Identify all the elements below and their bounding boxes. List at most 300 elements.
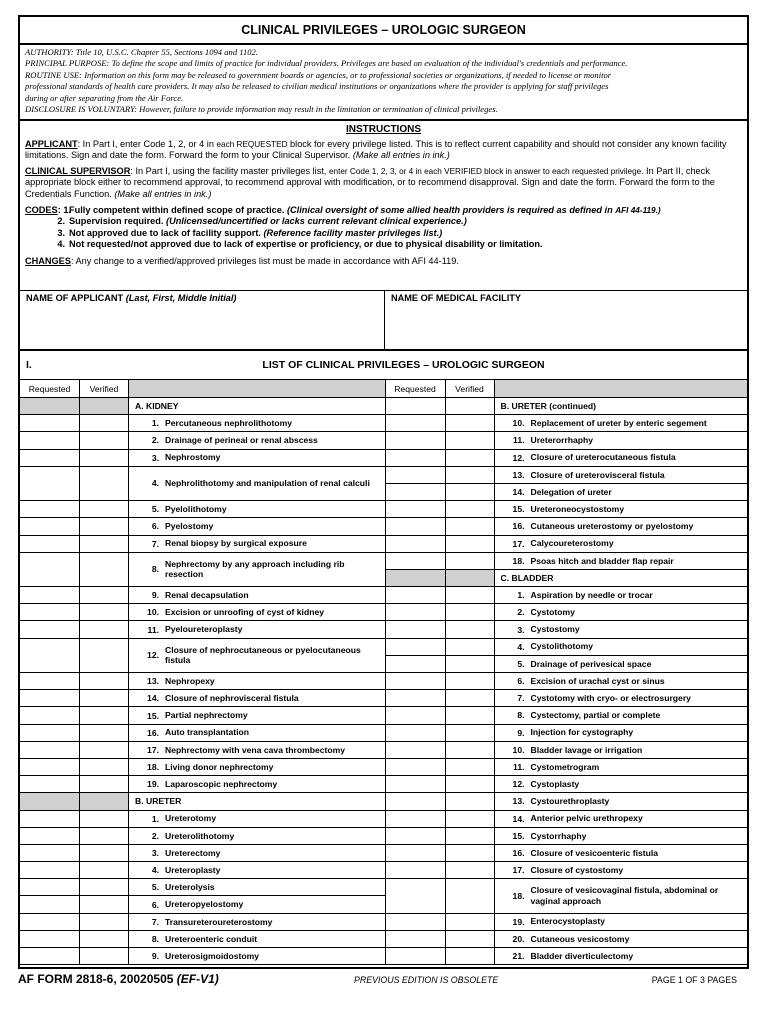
privilege-description: Cystostomy: [530, 624, 580, 635]
privilege-description: Aspiration by needle or trocar: [530, 589, 653, 600]
privilege-number: 10.: [512, 744, 525, 755]
privilege-description: Cystectomy, partial or complete: [530, 710, 661, 721]
requested-code-cell[interactable]: [20, 587, 80, 603]
privilege-row: [20, 759, 385, 776]
privilege-row: [20, 690, 385, 707]
privilege-number: 21.: [512, 951, 525, 962]
requested-code-cell[interactable]: [20, 639, 80, 672]
verified-code-cell[interactable]: [80, 415, 129, 431]
verified-code-cell[interactable]: [80, 673, 129, 689]
requested-code-cell[interactable]: [386, 811, 446, 827]
privilege-row: [20, 707, 385, 724]
privilege-number: 17.: [147, 744, 159, 755]
requested-code-cell[interactable]: [20, 415, 80, 431]
requested-code-cell[interactable]: [20, 862, 80, 878]
verified-code-cell[interactable]: [446, 948, 495, 964]
privilege-description: Closure of vesicoenteric fistula: [530, 847, 659, 858]
requested-code-cell[interactable]: [20, 673, 80, 689]
verified-code-cell[interactable]: [446, 690, 495, 706]
verified-code-cell[interactable]: [80, 432, 129, 448]
verified-header: Verified: [80, 380, 129, 397]
privilege-row: [386, 673, 748, 690]
privilege-row: [20, 467, 385, 501]
privilege-description: Cutaneous vesicostomy: [530, 933, 630, 944]
privilege-row: [20, 553, 385, 587]
privilege-number: 12.: [512, 452, 525, 463]
changes-note: CHANGES: Any change to a verified/approved privileges list must be made in accordance with AFI 44-119.: [25, 255, 459, 266]
column-header-row: [20, 380, 385, 398]
privilege-description: Bladder diverticulectomy: [530, 950, 634, 961]
verified-code-cell[interactable]: [446, 656, 495, 672]
requested-code-cell[interactable]: [20, 450, 80, 466]
privilege-description: Ureterolithotomy: [165, 830, 235, 841]
verified-code-cell[interactable]: [446, 931, 495, 947]
privilege-number: 9.: [151, 951, 159, 962]
requested-code-cell[interactable]: [386, 914, 446, 930]
requested-code-cell[interactable]: [386, 862, 446, 878]
supervisor-instructions: CLINICAL SUPERVISOR: In Part I, using the facility master privileges list, enter Code 1, 2, 3, or 4 in each VERIFIED block in answer to each requested privilege. In Part II, check appropriate block either to recommend approval, to recommend approval with modification, or to recommend disapproval. Sign and date the form. Forward the form to the Credentials Function. (Make all entries in ink.): [25, 165, 715, 199]
requested-code-cell[interactable]: [20, 725, 80, 741]
section-heading: C. BLADDER: [500, 572, 554, 583]
requested-code-cell[interactable]: [386, 484, 446, 500]
privilege-number: 4.: [151, 865, 159, 876]
privilege-number: 19.: [512, 916, 525, 927]
privilege-row: [386, 639, 748, 656]
verified-code-cell[interactable]: [80, 536, 129, 552]
privilege-description: Enterocystoplasty: [530, 916, 606, 927]
privilege-number: 9.: [151, 590, 159, 601]
verified-code-cell[interactable]: [80, 467, 129, 500]
privilege-description: Nephrostomy: [165, 452, 221, 463]
privilege-description: Ureterosigmoidostomy: [165, 950, 260, 961]
privilege-number: 3.: [517, 624, 525, 635]
privilege-number: 6.: [151, 899, 159, 910]
privilege-row: [20, 536, 385, 553]
privilege-row: [20, 604, 385, 621]
privilege-row: [20, 518, 385, 535]
privacy-act-statement: [20, 45, 747, 121]
verified-code-cell[interactable]: [446, 621, 495, 637]
verified-code-cell[interactable]: [446, 845, 495, 861]
privilege-description: Excision or unroofing of cyst of kidney: [165, 607, 325, 618]
requested-code-cell[interactable]: [20, 707, 80, 723]
privilege-row: [20, 639, 385, 673]
privilege-number: 6.: [151, 521, 159, 532]
requested-code-cell[interactable]: [20, 432, 80, 448]
privilege-description: Ureteroplasty: [165, 864, 221, 875]
requested-code-cell[interactable]: [20, 536, 80, 552]
requested-code-cell[interactable]: [20, 931, 80, 947]
verified-code-cell[interactable]: [446, 639, 495, 655]
requested-code-cell[interactable]: [386, 415, 446, 431]
privilege-row: [20, 914, 385, 931]
verified-code-cell[interactable]: [446, 828, 495, 844]
verified-code-cell[interactable]: [80, 742, 129, 758]
privilege-description: Calycoureterostomy: [530, 538, 614, 549]
privilege-description: Nephropexy: [165, 675, 215, 686]
privilege-row: [386, 725, 748, 742]
privilege-number: 8.: [151, 933, 159, 944]
privilege-number: 19.: [147, 779, 159, 790]
privilege-row: [386, 879, 748, 913]
privilege-description: Anterior pelvic urethropexy: [530, 813, 643, 824]
privilege-number: 7.: [151, 538, 159, 549]
verified-code-cell[interactable]: [80, 811, 129, 827]
privilege-number: 1.: [151, 813, 159, 824]
verified-code-cell[interactable]: [446, 450, 495, 466]
privilege-row: [386, 828, 748, 845]
privilege-number: 2.: [151, 830, 159, 841]
section-heading-row: [20, 398, 385, 415]
privacy-line: ROUTINE USE: Information on this form may be released to government boards or agencies, or to professional societies or organizations, if needed to license or monitor: [25, 69, 612, 80]
requested-code-cell[interactable]: [386, 536, 446, 552]
requested-code-cell[interactable]: [386, 656, 446, 672]
privilege-number: 3.: [151, 452, 159, 463]
requested-code-cell[interactable]: [386, 673, 446, 689]
requested-code-cell[interactable]: [386, 948, 446, 964]
privilege-number: 16.: [147, 727, 159, 738]
privilege-description: Closure of ureterocutaneous fistula: [530, 452, 676, 463]
privilege-row: [386, 587, 748, 604]
privilege-row: [20, 776, 385, 793]
privilege-description: Closure of nephrocutaneous or pyelocutaneous fistula: [165, 644, 361, 666]
privilege-number: 17.: [512, 538, 525, 549]
verified-code-cell[interactable]: [446, 467, 495, 483]
verified-code-cell[interactable]: [80, 587, 129, 603]
verified-code-cell[interactable]: [80, 776, 129, 792]
privilege-number: 7.: [517, 693, 525, 704]
verified-code-cell[interactable]: [80, 914, 129, 930]
requested-code-cell[interactable]: [386, 467, 446, 483]
privilege-row: [386, 484, 748, 501]
privilege-row: [386, 793, 748, 810]
form-title: CLINICAL PRIVILEGES – UROLOGIC SURGEON: [20, 17, 747, 45]
requested-code-cell[interactable]: [20, 518, 80, 534]
section-heading: A. KIDNEY: [135, 401, 179, 412]
privilege-description: Cystotomy: [530, 607, 575, 618]
privilege-description: Cystorrhaphy: [530, 830, 587, 841]
privacy-line: AUTHORITY: Title 10, U.S.C. Chapter 55, Sections 1094 and 1102.: [25, 47, 258, 57]
section-heading: B. URETER: [135, 796, 182, 807]
privilege-row: [386, 776, 748, 793]
verified-code-cell[interactable]: [446, 518, 495, 534]
privilege-number: 15.: [512, 830, 525, 841]
privilege-description: Pyelostomy: [165, 521, 214, 532]
privilege-description: Pyeloureteroplasty: [165, 624, 243, 635]
requested-code-cell[interactable]: [386, 725, 446, 741]
section-heading: B. URETER (continued): [500, 401, 596, 412]
verified-code-cell[interactable]: [446, 811, 495, 827]
privilege-number: 5.: [517, 658, 525, 669]
privilege-description: Closure of vesicovaginal fistula, abdominal or vaginal approach: [530, 885, 719, 906]
verified-code-cell[interactable]: [446, 484, 495, 500]
requested-code-cell[interactable]: [386, 553, 446, 569]
privilege-number: 12.: [512, 779, 525, 790]
medical-facility-field[interactable]: NAME OF MEDICAL FACILITY: [391, 293, 521, 303]
requested-code-cell[interactable]: [386, 828, 446, 844]
privilege-description: Ureterorrhaphy: [530, 435, 594, 446]
verified-code-cell[interactable]: [446, 415, 495, 431]
privilege-number: 10.: [147, 607, 159, 618]
verified-code-cell[interactable]: [446, 759, 495, 775]
privilege-row: [386, 415, 748, 432]
requested-code-cell[interactable]: [20, 948, 80, 964]
verified-code-cell[interactable]: [80, 948, 129, 964]
verified-code-cell[interactable]: [80, 501, 129, 517]
requested-code-cell[interactable]: [386, 879, 446, 912]
privilege-row: [386, 501, 748, 518]
requested-code-cell[interactable]: [20, 879, 80, 895]
verified-code-cell[interactable]: [80, 931, 129, 947]
section-spacer: [20, 398, 80, 414]
privilege-number: 15.: [147, 710, 159, 721]
requested-code-cell[interactable]: [20, 828, 80, 844]
requested-code-cell[interactable]: [386, 518, 446, 534]
privilege-row: [386, 450, 748, 467]
privilege-number: 4.: [151, 478, 159, 489]
requested-code-cell[interactable]: [386, 501, 446, 517]
privilege-number: 12.: [147, 650, 159, 661]
privilege-description: Cystolithotomy: [530, 641, 594, 652]
verified-code-cell[interactable]: [80, 725, 129, 741]
requested-code-cell[interactable]: [386, 845, 446, 861]
requested-code-cell[interactable]: [386, 450, 446, 466]
privilege-row: [386, 845, 748, 862]
verified-code-cell[interactable]: [446, 587, 495, 603]
verified-code-cell[interactable]: [80, 639, 129, 672]
codes-list: CODES: 1. Fully competent within defined scope of practice. (Clinical oversight of some allied health providers is required as defined in AFI 44-119.) 2. Supervision required. (Unlicensed/uncertified or lacks current relevant clinical experience.) 3. Not approved due to lack of facility support. (Reference facility master privileges list.) 4. Not requested/not approved due to lack of expertise or proficiency, or due to physical disability or limitation.: [25, 204, 661, 250]
requested-header: Requested: [386, 380, 446, 397]
privilege-number: 13.: [512, 796, 525, 807]
verified-code-cell[interactable]: [446, 553, 495, 569]
privilege-row: [20, 450, 385, 467]
verified-code-cell[interactable]: [446, 742, 495, 758]
privilege-description: Injection for cystography: [530, 727, 634, 738]
requested-code-cell[interactable]: [20, 845, 80, 861]
privilege-number: 11.: [147, 624, 159, 635]
verified-code-cell[interactable]: [80, 759, 129, 775]
privilege-description: Partial nephrectomy: [165, 710, 248, 721]
privilege-row: [386, 707, 748, 724]
requested-code-cell[interactable]: [386, 707, 446, 723]
privacy-line: professional standards of health care providers. It may also be released to civilian medical institutions or organizations where the provider is applying for staff privileges: [25, 81, 609, 92]
privilege-number: 8.: [151, 564, 159, 575]
verified-code-cell[interactable]: [446, 914, 495, 930]
privilege-number: 16.: [512, 521, 525, 532]
privilege-description: Replacement of ureter by enteric segement: [530, 418, 707, 429]
privilege-row: [20, 811, 385, 828]
verified-code-cell[interactable]: [80, 450, 129, 466]
privacy-line: during or after separating from the Air Force.: [25, 92, 184, 103]
verified-code-cell[interactable]: [446, 673, 495, 689]
privileges-table: [20, 380, 747, 965]
privilege-row: [386, 862, 748, 879]
privilege-number: 6.: [517, 676, 525, 687]
privilege-number: 4.: [517, 641, 525, 652]
requested-code-cell[interactable]: [20, 604, 80, 620]
privilege-description: Drainage of perivesical space: [530, 658, 652, 669]
form-number: AF FORM 2818-6, 20020505 (EF-V1): [18, 972, 219, 986]
privilege-description: Renal decapsulation: [165, 589, 249, 600]
privilege-row: [20, 587, 385, 604]
privilege-row: [386, 811, 748, 828]
verified-code-cell[interactable]: [80, 707, 129, 723]
privilege-row: [386, 604, 748, 621]
privilege-number: 16.: [512, 847, 525, 858]
requested-code-cell[interactable]: [386, 742, 446, 758]
privilege-row: [20, 621, 385, 638]
requested-code-cell[interactable]: [20, 776, 80, 792]
verified-code-cell[interactable]: [446, 725, 495, 741]
privilege-row: [20, 896, 385, 913]
page-number: PAGE 1 OF 3 PAGES: [651, 975, 737, 985]
requested-code-cell[interactable]: [386, 587, 446, 603]
privilege-number: 11.: [513, 762, 525, 773]
privilege-row: [20, 673, 385, 690]
privilege-description: Drainage of perineal or renal abscess: [165, 435, 318, 446]
requested-header: Requested: [20, 380, 80, 397]
verified-code-cell[interactable]: [80, 690, 129, 706]
requested-code-cell[interactable]: [386, 639, 446, 655]
privilege-description: Laparoscopic nephrectomy: [165, 779, 278, 790]
privilege-description: Closure of nephrovisceral fistula: [165, 693, 299, 704]
verified-code-cell[interactable]: [80, 879, 129, 895]
privilege-description: Ureteroneocystostomy: [530, 503, 625, 514]
privilege-number: 5.: [151, 504, 159, 515]
privilege-row: [20, 828, 385, 845]
privilege-number: 18.: [512, 890, 525, 901]
instructions-block: [20, 121, 747, 291]
requested-code-cell[interactable]: [20, 914, 80, 930]
privilege-row: [20, 432, 385, 449]
requested-code-cell[interactable]: [20, 742, 80, 758]
section-spacer: [20, 793, 80, 809]
verified-code-cell[interactable]: [80, 845, 129, 861]
verified-code-cell[interactable]: [80, 604, 129, 620]
requested-code-cell[interactable]: [386, 931, 446, 947]
privilege-row: [386, 656, 748, 673]
privilege-number: 9.: [517, 727, 525, 738]
privileges-section-header: I. LIST OF CLINICAL PRIVILEGES – UROLOGIC SURGEON: [20, 351, 747, 380]
requested-code-cell[interactable]: [20, 759, 80, 775]
privilege-row: [386, 518, 748, 535]
privilege-row: [386, 948, 748, 965]
privilege-number: 7.: [151, 916, 159, 927]
requested-code-cell[interactable]: [386, 604, 446, 620]
privilege-description: Cystourethroplasty: [530, 796, 610, 807]
privilege-number: 3.: [151, 848, 159, 859]
requested-code-cell[interactable]: [20, 501, 80, 517]
verified-code-cell[interactable]: [80, 553, 129, 586]
verified-code-cell[interactable]: [446, 793, 495, 809]
verified-code-cell[interactable]: [446, 536, 495, 552]
verified-code-cell[interactable]: [80, 828, 129, 844]
privilege-row: [386, 931, 748, 948]
verified-header: Verified: [446, 380, 495, 397]
privileges-form: [18, 15, 749, 969]
privilege-row: [20, 725, 385, 742]
verified-code-cell[interactable]: [446, 501, 495, 517]
section-spacer: [386, 570, 446, 586]
applicant-instructions: APPLICANT: In Part I, enter Code 1, 2, or 4 in each REQUESTED block for every privilege listed. This is to reflect current capability and should not consider any known facility limitations. Sign and date the form. Forward the form to your Clinical Supervisor. (Make all entries in ink.): [25, 138, 727, 161]
privilege-row: [20, 501, 385, 518]
verified-code-cell[interactable]: [446, 604, 495, 620]
privilege-number: 14.: [512, 813, 525, 824]
privilege-row: [386, 467, 748, 484]
privilege-description: Ureterolysis: [165, 882, 215, 893]
privilege-row: [386, 553, 748, 570]
privilege-row: [20, 948, 385, 965]
requested-code-cell[interactable]: [386, 759, 446, 775]
requested-code-cell[interactable]: [386, 776, 446, 792]
privilege-row: [20, 862, 385, 879]
privilege-description: Pyelolithotomy: [165, 503, 227, 514]
section-spacer: [446, 570, 495, 586]
verified-code-cell[interactable]: [446, 432, 495, 448]
privilege-row: [386, 690, 748, 707]
privilege-description: Closure of ureterovisceral fistula: [530, 469, 665, 480]
verified-code-cell[interactable]: [80, 862, 129, 878]
requested-code-cell[interactable]: [20, 553, 80, 586]
obsolete-notice: PREVIOUS EDITION IS OBSOLETE: [354, 975, 499, 985]
privilege-number: 17.: [512, 865, 525, 876]
verified-code-cell[interactable]: [80, 518, 129, 534]
section-heading-row: [386, 570, 748, 587]
verified-code-cell[interactable]: [80, 621, 129, 637]
privilege-description: Cystoplasty: [530, 778, 580, 789]
applicant-name-field[interactable]: NAME OF APPLICANT (Last, First, Middle Initial): [20, 291, 385, 349]
verified-code-cell[interactable]: [446, 862, 495, 878]
requested-code-cell[interactable]: [20, 621, 80, 637]
privilege-description: Cystometrogram: [530, 761, 600, 772]
privilege-number: 14.: [147, 693, 159, 704]
section-heading-row: [20, 793, 385, 810]
privilege-description: Excision of urachal cyst or sinus: [530, 675, 665, 686]
requested-code-cell[interactable]: [386, 621, 446, 637]
requested-code-cell[interactable]: [20, 690, 80, 706]
privilege-row: [386, 621, 748, 638]
instructions-heading: INSTRUCTIONS: [346, 124, 421, 135]
privileges-column-left: [20, 380, 386, 965]
section-heading-row: [386, 398, 748, 415]
privilege-row: [386, 742, 748, 759]
privilege-row: [386, 432, 748, 449]
verified-code-cell[interactable]: [446, 776, 495, 792]
privilege-description: Bladder lavage or irrigation: [530, 744, 643, 755]
privilege-description: Closure of cystostomy: [530, 864, 624, 875]
privilege-row: [386, 536, 748, 553]
requested-code-cell[interactable]: [386, 690, 446, 706]
privilege-description: Nephrectomy with vena cava thrombectomy: [165, 744, 346, 755]
privilege-description: Living donor nephrectomy: [165, 761, 274, 772]
privilege-row: [386, 914, 748, 931]
requested-code-cell[interactable]: [20, 467, 80, 500]
verified-code-cell[interactable]: [446, 879, 495, 912]
verified-code-cell[interactable]: [80, 896, 129, 912]
requested-code-cell[interactable]: [20, 811, 80, 827]
privilege-number: 10.: [512, 418, 525, 429]
requested-code-cell[interactable]: [386, 793, 446, 809]
privilege-description: Delegation of ureter: [530, 486, 612, 497]
requested-code-cell[interactable]: [20, 896, 80, 912]
privilege-number: 13.: [512, 469, 525, 480]
privilege-number: 11.: [513, 435, 525, 446]
privilege-number: 1.: [151, 418, 159, 429]
requested-code-cell[interactable]: [386, 432, 446, 448]
verified-code-cell[interactable]: [446, 707, 495, 723]
privilege-row: [20, 742, 385, 759]
privilege-number: 15.: [512, 504, 525, 515]
